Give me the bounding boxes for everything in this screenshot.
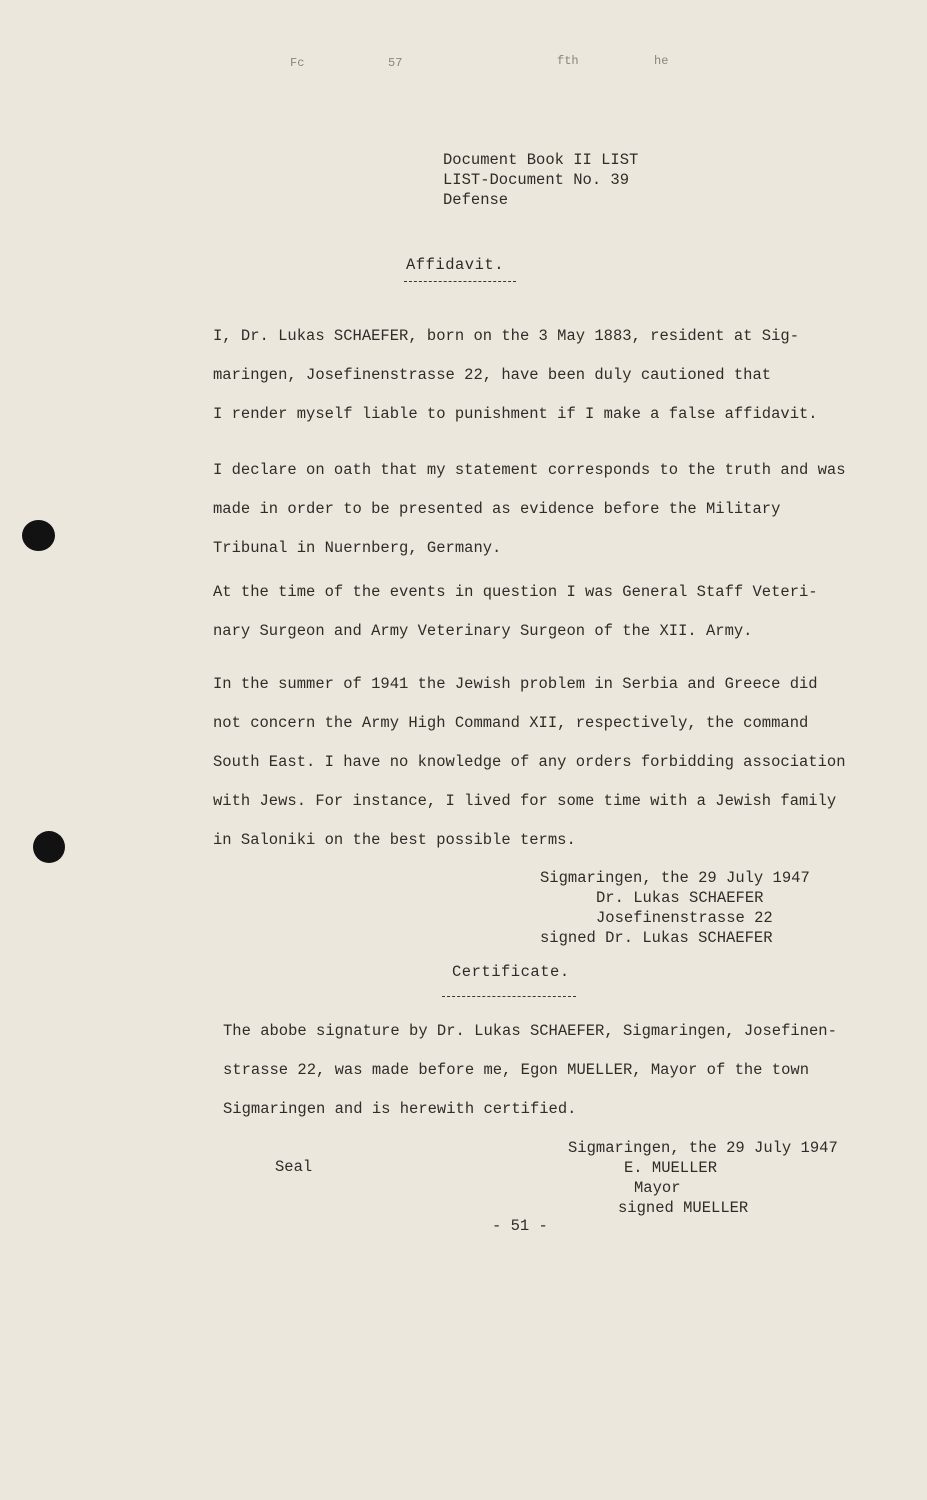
seal-label: Seal [275,1158,313,1176]
header-line: LIST-Document No. 39 [443,171,630,189]
top-mark: fth [557,54,579,68]
paragraph-oath [213,451,873,568]
paragraph-line: nary Surgeon and Army Veterinary Surgeon of the XII. Army. [213,622,753,640]
header-line: Defense [443,191,509,209]
paragraph-line: I, Dr. Lukas SCHAEFER, born on the 3 May 1883, resident at Sig- [213,327,799,345]
certificate-title: Certificate. [452,963,570,981]
document-header [443,150,638,210]
paragraph-line: Sigmaringen and is herewith certified. [223,1100,577,1118]
paragraph-line: Tribunal in Nuernberg, Germany. [213,539,502,557]
paragraph-identity [213,317,873,434]
paragraph-line: with Jews. For instance, I lived for some time with a Jewish family [213,792,837,810]
paragraph-line: not concern the Army High Command XII, respectively, the command [213,714,809,732]
punch-hole-top [22,520,55,551]
signature-line: Josefinenstrasse 22 [596,909,773,927]
paragraph-position [213,573,873,651]
header-line: Document Book II LIST [443,151,639,169]
paragraph-line: South East. I have no knowledge of any orders forbidding association [213,753,846,771]
document-title: Affidavit. [406,256,505,274]
affiant-signature-block [540,868,810,948]
signature-line: E. MUELLER [624,1159,718,1177]
mayor-signature-block [568,1138,838,1218]
paragraph-line: At the time of the events in question I was General Staff Veteri- [213,583,818,601]
paragraph-line: in Saloniki on the best possible terms. [213,831,576,849]
signature-line: Sigmaringen, the 29 July 1947 [568,1139,838,1157]
punch-hole-bottom [33,831,65,863]
paragraph-line: maringen, Josefinenstrasse 22, have been duly cautioned that [213,366,772,384]
paragraph-line: In the summer of 1941 the Jewish problem in Serbia and Greece did [213,675,818,693]
top-mark: he [654,54,669,68]
signature-line: Sigmaringen, the 29 July 1947 [540,869,810,887]
signature-line: signed Dr. Lukas SCHAEFER [540,929,773,947]
paragraph-statement [213,665,873,860]
signature-line: signed MUELLER [618,1199,749,1217]
page-number: - 51 - [492,1217,548,1235]
paragraph-line: strasse 22, was made before me, Egon MUELLER, Mayor of the town [223,1061,809,1079]
paragraph-line: I declare on oath that my statement corresponds to the truth and was [213,461,846,479]
signature-line: Dr. Lukas SCHAEFER [596,889,764,907]
paragraph-line: made in order to be presented as evidence before the Military [213,500,781,518]
certificate-text [223,1012,883,1129]
top-mark: 57 [388,56,403,70]
top-mark: Fc [290,56,305,70]
title-underline [404,281,516,282]
paragraph-line: The abobe signature by Dr. Lukas SCHAEFER, Sigmaringen, Josefinen- [223,1022,837,1040]
signature-line: Mayor [634,1179,681,1197]
paragraph-line: I render myself liable to punishment if I make a false affidavit. [213,405,818,423]
certificate-underline [442,996,576,997]
